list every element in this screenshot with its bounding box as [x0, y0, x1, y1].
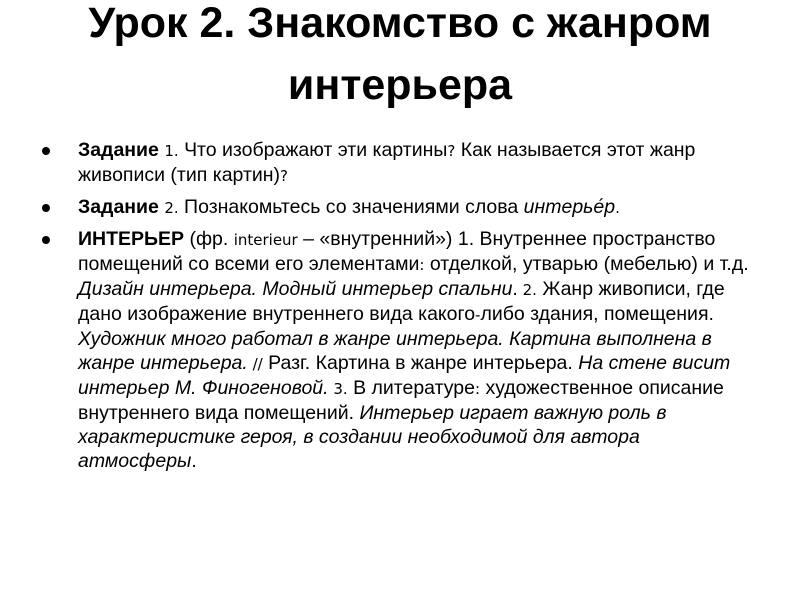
definition-term: ИНТЕРЬЕР: [78, 228, 185, 250]
task-2-number: 2.: [164, 199, 179, 217]
definition-end: .: [191, 450, 197, 472]
definition-lang: (фр.: [184, 228, 234, 250]
page-title: [20, 0, 780, 116]
definition-number-1: 1.: [452, 228, 475, 250]
task-1-number: 1.: [164, 142, 179, 160]
definition-number-3: 3.: [328, 380, 348, 398]
definition-example-3: На стене висит интерьер М. Финогеновой.: [78, 352, 731, 399]
task-1-text-a: Что изображают эти картины: [184, 139, 448, 161]
definition-number-2: 2.: [517, 281, 537, 299]
definition-hyphen: -: [475, 306, 481, 324]
definition-colon-3: :: [474, 380, 481, 398]
task-2-label: Задание: [78, 196, 159, 218]
definition-dot-1: .: [512, 278, 518, 300]
definition-sense-2b: либо здания, помещения.: [480, 303, 714, 325]
bullet-dot-icon: [42, 236, 50, 244]
task-2-end: .: [615, 199, 620, 217]
title-line-1: Урок 2. Знакомство с жанром: [88, 0, 712, 47]
definition-example-1: Дизайн интерьера. Модный интерьер спальни: [78, 278, 513, 300]
definition-foreign-word: interieur: [233, 231, 298, 249]
definition-colon-1: :: [419, 256, 425, 274]
definition-sense-1: Внутреннее пространство помещений со всеми его элементами: [78, 228, 716, 275]
definition-example-2: Художник много работал в жанре интерьера. Картина выполнена в жанре интерьера.: [78, 328, 712, 374]
bullet-list: [42, 138, 752, 480]
task-1-question-mark-2: ?: [280, 167, 289, 185]
bullet-task-2: [42, 195, 752, 220]
definition-sense-2: Жанр живописи, где дано изображение внутреннего вида какого: [78, 278, 725, 325]
definition-sense-1b: отделкой, утварью (мебелью) и т.д.: [424, 253, 749, 275]
bullet-definition: [42, 227, 752, 473]
bullet-dot-icon: [42, 147, 50, 155]
title-line-2: интерьера: [287, 61, 513, 109]
definition-sense-2c: Разг. Картина в жанре интерьера.: [262, 352, 579, 374]
task-1-question-mark-1: ?: [447, 142, 456, 160]
definition-dash: –: [297, 228, 320, 250]
definition-separator: //: [247, 355, 263, 373]
task-1-label: Задание: [78, 139, 159, 161]
task-2-text: Познакомьтесь со значениями слова: [178, 196, 524, 218]
definition-gloss: «внутренний»): [319, 228, 453, 250]
bullet-dot-icon: [42, 204, 50, 212]
task-2-word: интерье́р: [523, 196, 616, 218]
definition-sense-3: В литературе: [347, 377, 475, 399]
definition-sense-3b: художественное описание внутреннего вида помещений.: [78, 377, 724, 424]
definition-example-4: Интерьер играет важную роль в характеристике героя, в создании необходимой для автора атмосферы: [78, 402, 667, 472]
bullet-task-1: [42, 138, 752, 188]
task-1-text-b: Как называется этот жанр живописи (тип картин): [78, 139, 696, 186]
